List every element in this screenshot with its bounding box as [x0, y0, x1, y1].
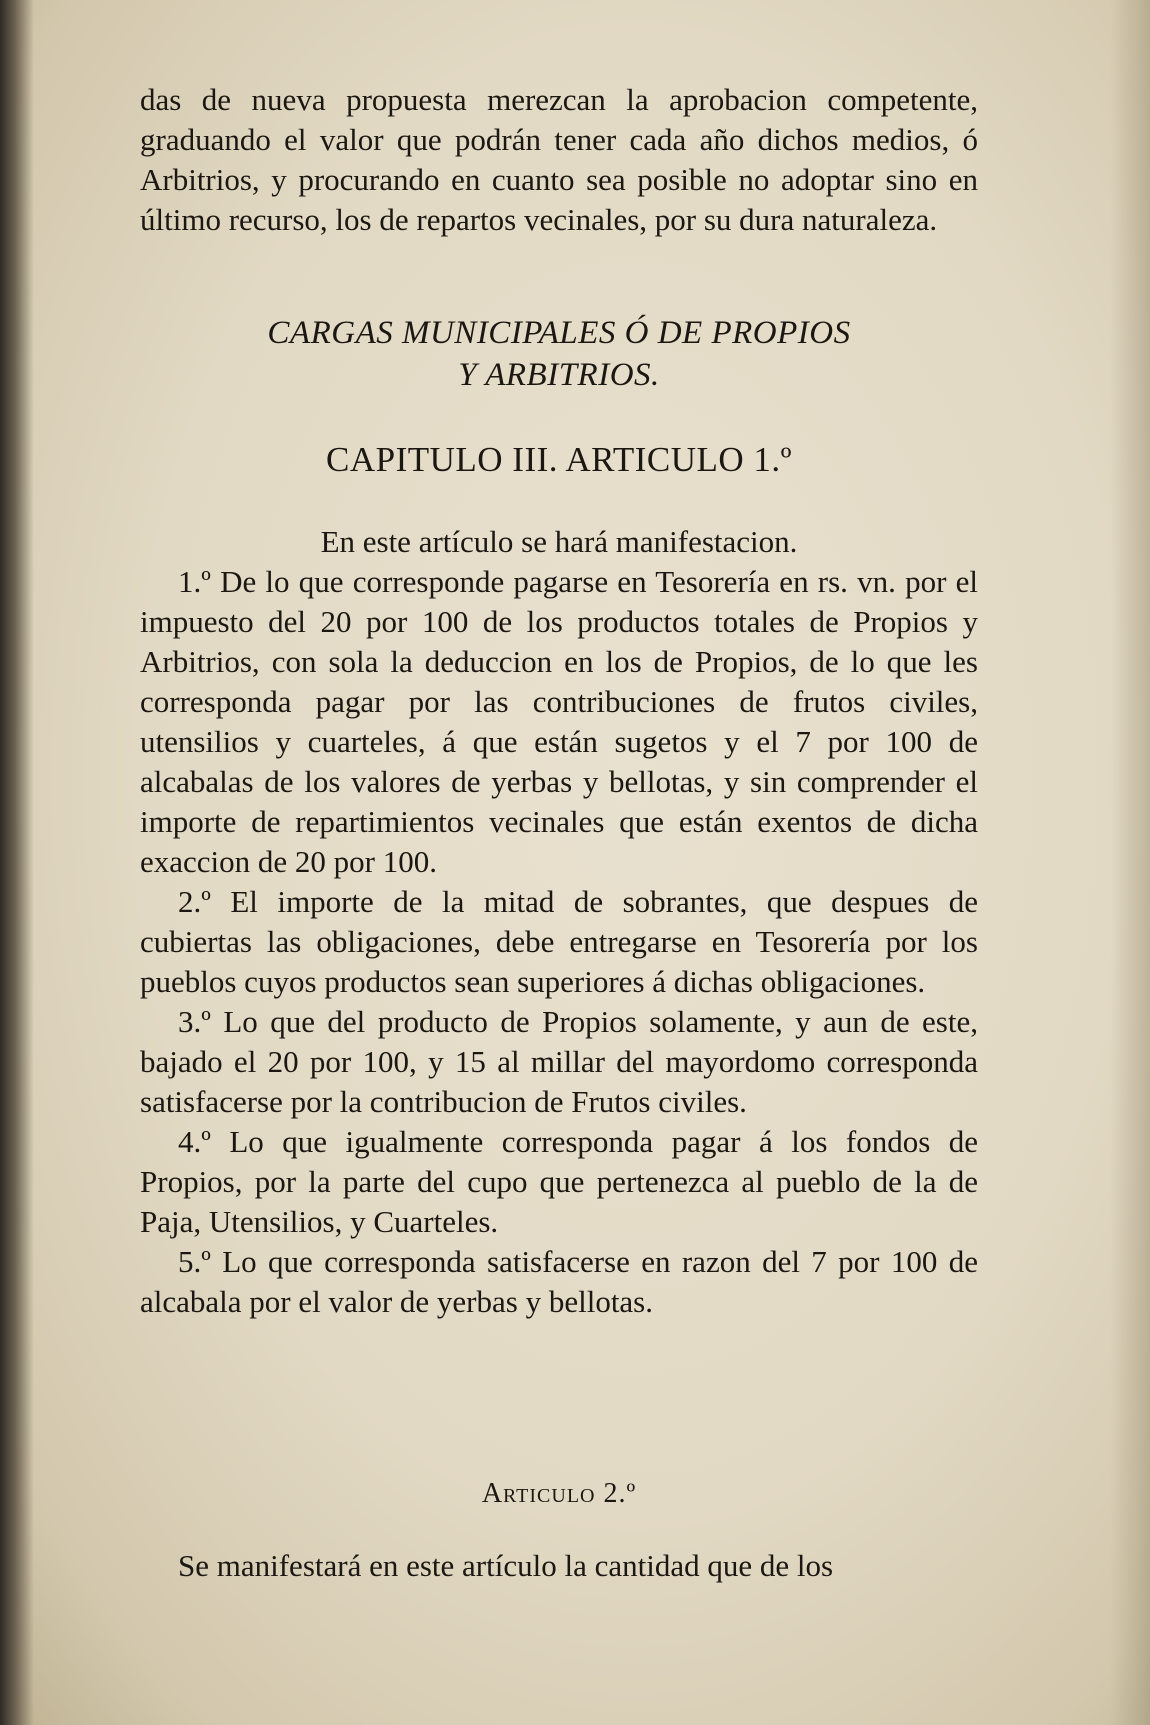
article-1-item-2: 2.º El importe de la mitad de sobrantes, que despues de cubiertas las obligaciones, debe entregarse en Tesorería por los pueblos cuyos productos sean superiores á dichas obligaciones. — [140, 884, 978, 999]
intro-paragraph-block — [140, 80, 978, 240]
article-1-item-1: 1.º De lo que corresponde pagarse en Tesorería en rs. vn. por el impuesto del 20 por 100 de los productos totales de Propios y Arbitrios, con sola la deduccion en los de Propios, de lo que les corresponda pagar por las contribuciones de frutos civiles, utensilios y cuarteles, á que están sugetos y el 7 por 100 de alcabalas de los valores de yerbas y bellotas, y sin comprender el importe de repartimientos vecinales que están exentos de dicha exaccion de 20 por 100. — [140, 564, 978, 879]
article-2-heading: Articulo 2.º — [481, 1478, 637, 1509]
article-1-item-5: 5.º Lo que corresponda satisfacerse en razon del 7 por 100 de alcabala por el valor de yerbas y bellotas. — [140, 1244, 978, 1319]
article-2-paragraph: Se manifestará en este artículo la cantidad que de los — [178, 1548, 834, 1583]
intro-paragraph: das de nueva propuesta merezcan la aprobacion competente, graduando el valor que podrán tener cada año dichos medios, ó Arbitrios, y procurando en cuanto sea posible no adoptar sino en último recurso, los de repartos vecinales, por su dura naturaleza. — [140, 82, 978, 237]
article-1-body — [140, 522, 978, 1322]
section-heading-line-2: Y ARBITRIOS. — [458, 357, 660, 393]
article-1-item-3: 3.º Lo que del producto de Propios solamente, y aun de este, bajado el 20 por 100, y 15 al millar del mayordomo corresponda satisfacerse por la contribucion de Frutos civiles. — [140, 1004, 978, 1119]
section-heading-line-1: CARGAS MUNICIPALES Ó DE PROPIOS — [267, 315, 851, 351]
article-1-item-4: 4.º Lo que igualmente corresponda pagar á los fondos de Propios, por la parte del cupo que pertenezca al pueblo de la de Paja, Utensilios, y Cuarteles. — [140, 1124, 978, 1239]
article-1-intro: En este artículo se hará manifestacion. — [320, 524, 798, 559]
chapter-heading: CAPITULO III. ARTICULO 1.º — [325, 440, 793, 479]
article-2-body — [140, 1546, 978, 1586]
section-heading — [140, 312, 978, 396]
